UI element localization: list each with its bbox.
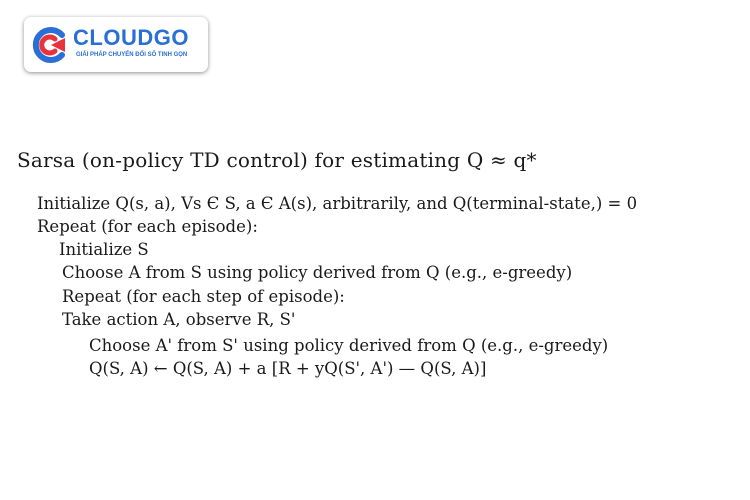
algorithm-line-choose-a: Choose A from S using policy derived from Q (e.g., e-greedy): [62, 263, 573, 282]
algorithm-line-repeat-episode: Repeat (for each episode):: [37, 217, 258, 236]
cloudgo-logo-icon: [31, 26, 69, 64]
algorithm-title: Sarsa (on-policy TD control) for estimating Q ≈ q*: [17, 148, 537, 172]
algorithm-line-update-q: Q(S, A) ← Q(S, A) + a [R + yQ(S', A') — Q(S, A)]: [89, 359, 487, 378]
algorithm-line-choose-a-prime: Choose A' from S' using policy derived from Q (e.g., e-greedy): [89, 336, 609, 355]
algorithm-line-initialize-s: Initialize S: [59, 240, 149, 259]
logo-tagline: GIẢI PHÁP CHUYỂN ĐỔI SỐ TINH GỌN: [76, 52, 188, 58]
algorithm-line-repeat-step: Repeat (for each step of episode):: [62, 287, 345, 306]
logo-name: CLOUDGO: [73, 25, 189, 50]
algorithm-line-take-action: Take action A, observe R, S': [62, 310, 296, 329]
algorithm-line-initialize-q: Initialize Q(s, a), Vs Є S, a Є A(s), arbitrarily, and Q(terminal-state,) = 0: [37, 194, 638, 213]
logo-card: [24, 17, 208, 72]
